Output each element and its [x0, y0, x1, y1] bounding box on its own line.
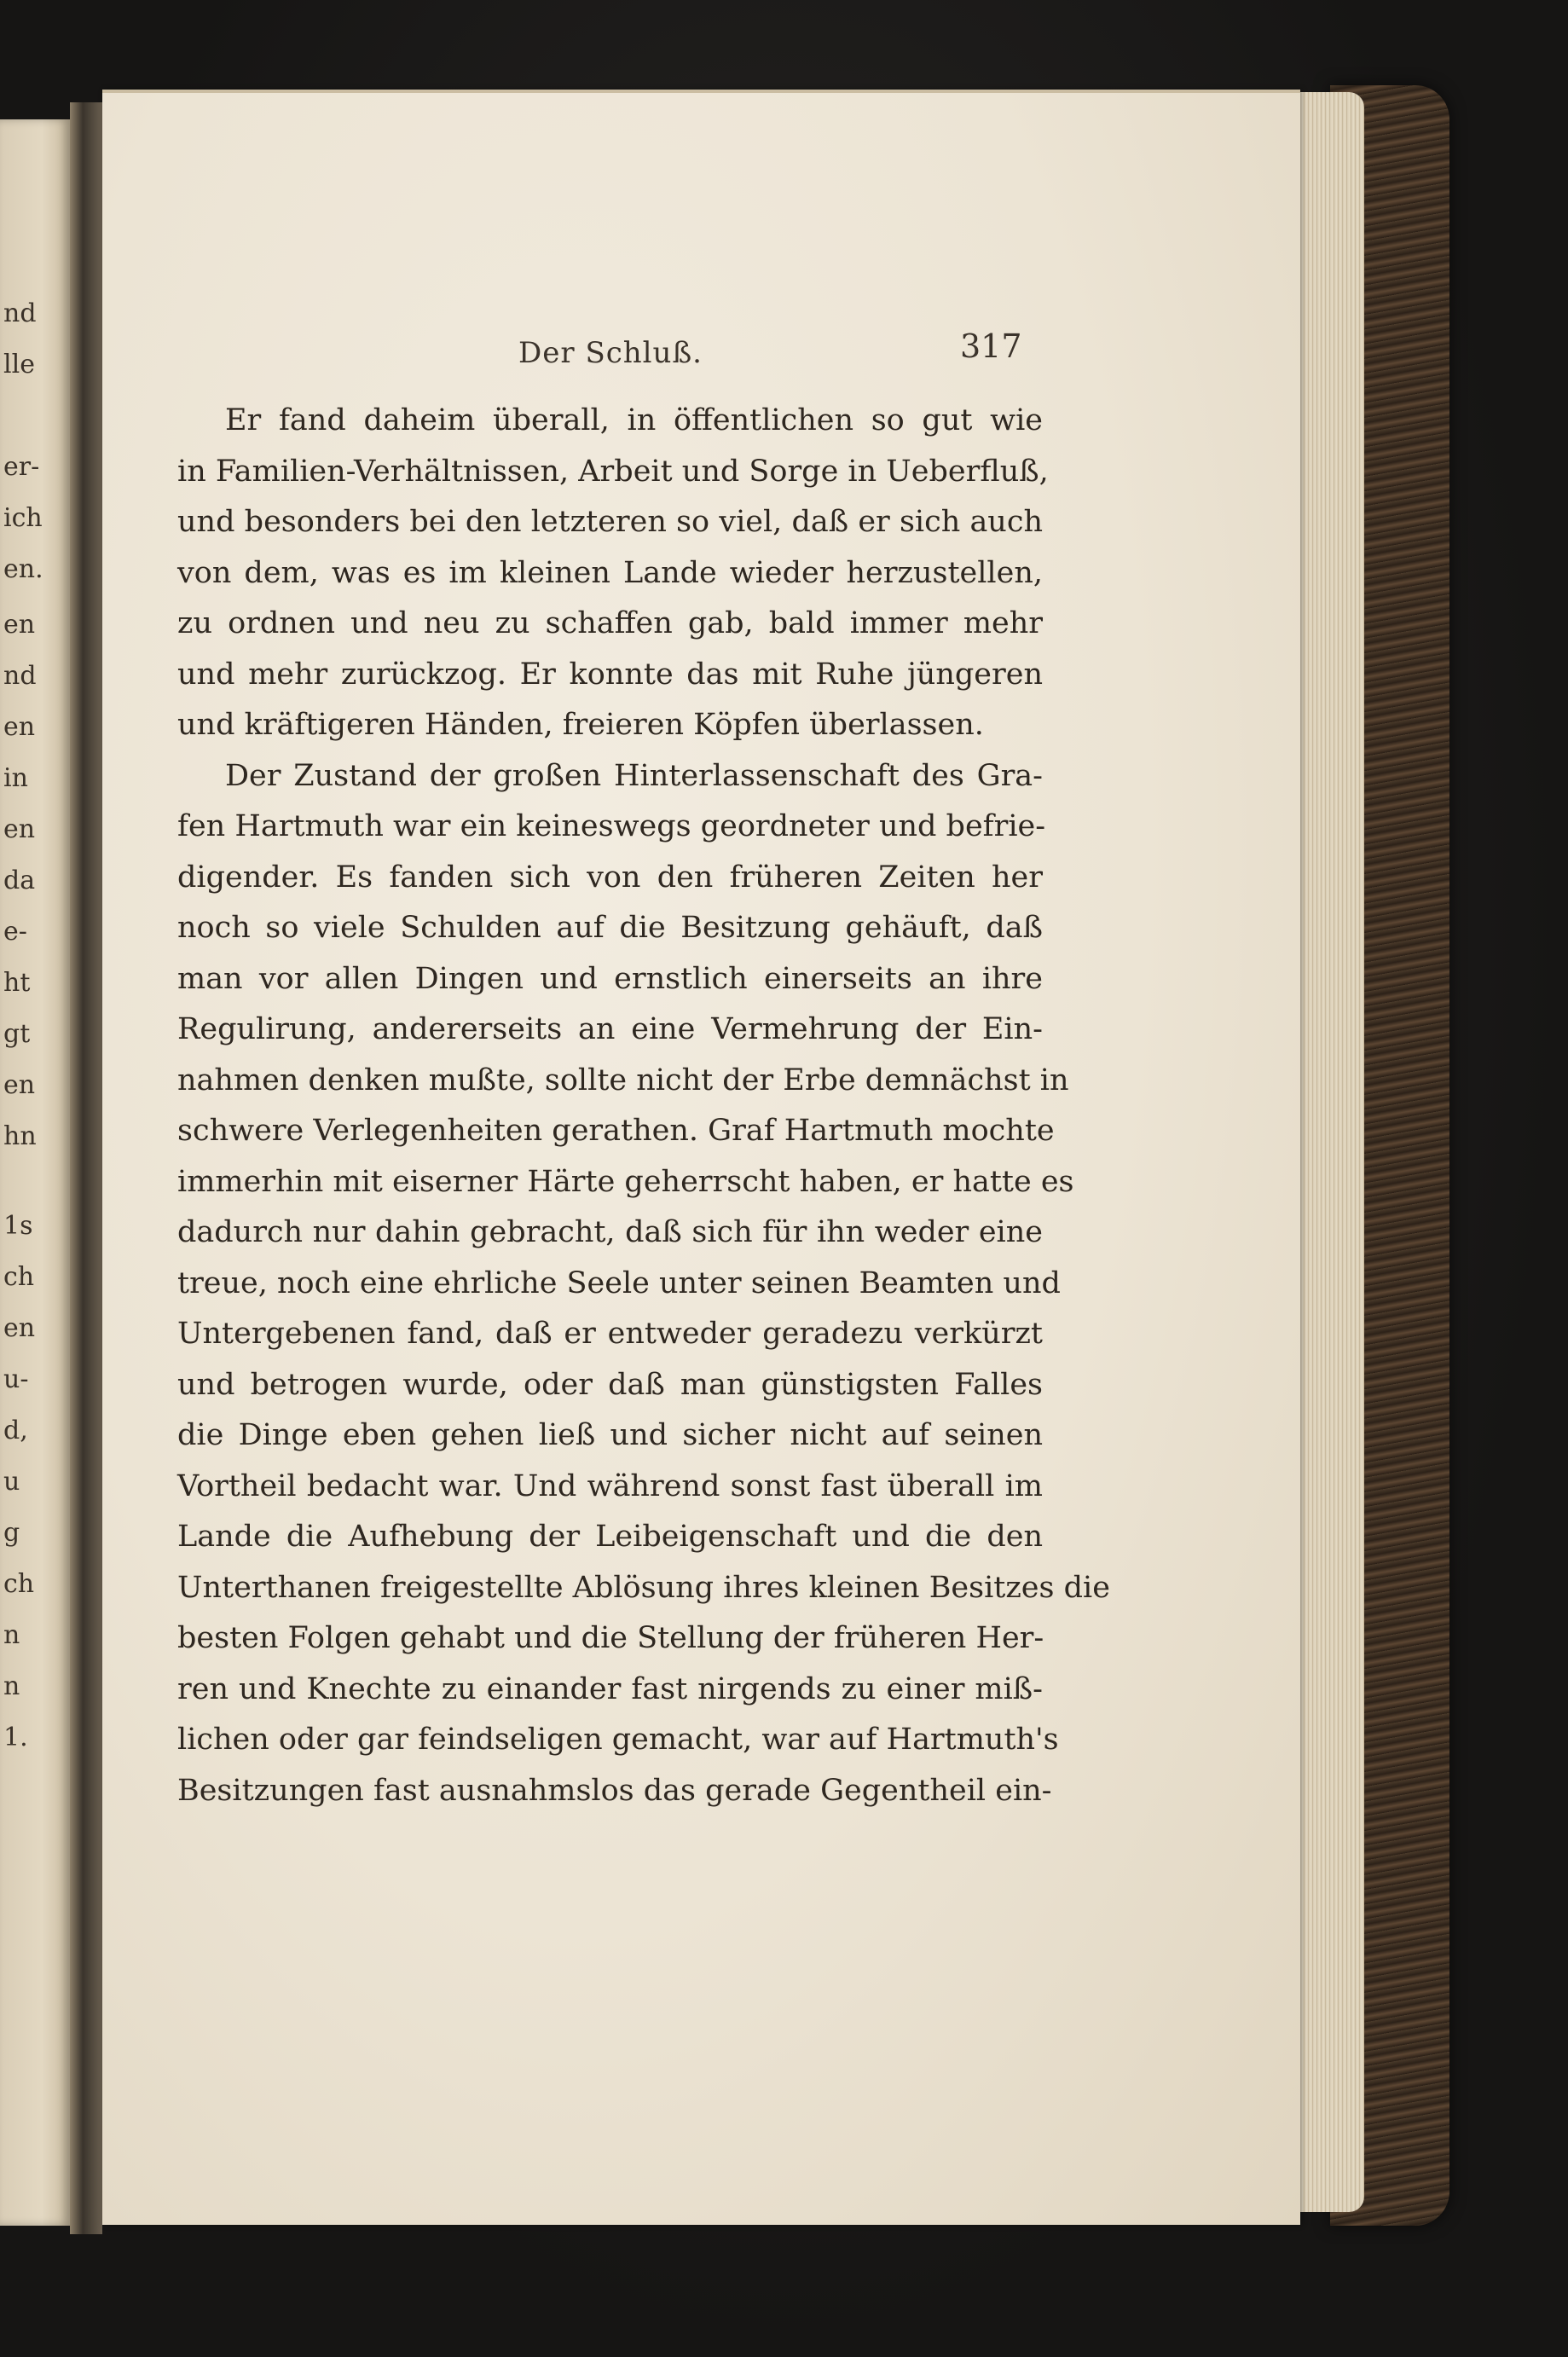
left-page-fragment: nd [3, 661, 37, 691]
text-line: dadurch nur dahin gebracht, daß sich für ihn weder eine [177, 1215, 1043, 1249]
left-page-fragment: ich [3, 503, 43, 533]
book-page [102, 90, 1300, 2225]
left-page-fragment: en [3, 1070, 36, 1100]
text-line: Er fand daheim überall, in öffentlichen so gut wie [225, 403, 1043, 437]
left-page-fragment: ht [3, 968, 31, 998]
left-page-fragment: ch [3, 1262, 35, 1292]
text-line: fen Hartmuth war ein keineswegs geordneter und befrie- [177, 809, 1046, 843]
text-line: noch so viele Schulden auf die Besitzung gehäuft, daß [177, 911, 1043, 945]
text-line: Vortheil bedacht war. Und während sonst fast überall im [177, 1468, 1043, 1503]
left-page-fragment: n [3, 1620, 20, 1650]
page-header [102, 327, 1300, 379]
left-page-fragment: gt [3, 1019, 31, 1049]
left-page-fragment: er- [3, 452, 40, 482]
text-line: schwere Verlegenheiten gerathen. Graf Hartmuth mochte [177, 1114, 1055, 1148]
text-line: nahmen denken mußte, sollte nicht der Erbe demnächst in [177, 1063, 1069, 1097]
text-line: treue, noch eine ehrliche Seele unter seinen Beamten und [177, 1265, 1061, 1300]
text-line: Regulirung, andererseits an eine Vermehrung der Ein- [177, 1012, 1043, 1046]
left-page-fragment: in [3, 763, 28, 793]
text-line: in Familien-Verhältnissen, Arbeit und Sorge in Ueberfluß, [177, 454, 1049, 489]
left-page-fragment: u- [3, 1364, 29, 1394]
left-page-fragment: d, [3, 1416, 28, 1445]
left-page-fragment: en [3, 712, 36, 742]
text-line: Besitzungen fast ausnahmslos das gerade Gegentheil ein- [177, 1773, 1052, 1808]
left-page-fragment: e- [3, 917, 27, 947]
left-page-fragment: ch [3, 1569, 35, 1599]
page-number: 317 [960, 327, 1022, 365]
left-page-fragment: n [3, 1671, 20, 1701]
left-page-fragment: 1. [3, 1723, 28, 1752]
text-line: die Dinge eben gehen ließ und sicher nicht auf seinen [177, 1418, 1043, 1452]
text-line: und betrogen wurde, oder daß man günstigsten Falles [177, 1367, 1043, 1402]
text-line: und kräftigeren Händen, freieren Köpfen überlassen. [177, 708, 984, 742]
text-line: immerhin mit eiserner Härte geherrscht haben, er hatte es [177, 1164, 1074, 1199]
left-page-fragment: en [3, 610, 36, 640]
left-page-fragment: 1s [3, 1211, 33, 1241]
left-page-fragment: en [3, 814, 36, 844]
left-page-fragment: lle [3, 350, 35, 379]
left-page-fragment: u [3, 1467, 20, 1497]
left-page-fragment: nd [3, 298, 37, 328]
left-page-fragment: en. [3, 554, 43, 584]
text-line: ren und Knechte zu einander fast nirgends zu einer miß- [177, 1671, 1043, 1706]
book-gutter [70, 102, 102, 2234]
text-line: man vor allen Dingen und ernstlich einerseits an ihre [177, 961, 1043, 996]
body-text [177, 396, 1110, 1816]
text-line: Untergebenen fand, daß er entweder geradezu verkürzt [177, 1317, 1043, 1351]
left-page-fragment: da [3, 866, 36, 895]
text-line: Der Zustand der großen Hinterlassenschaft des Gra- [225, 758, 1043, 793]
text-line: besten Folgen gehabt und die Stellung der früheren Her- [177, 1621, 1044, 1655]
left-page-fragment: hn [3, 1121, 37, 1151]
text-line: Lande die Aufhebung der Leibeigenschaft und die den [177, 1520, 1043, 1554]
text-line: zu ordnen und neu zu schaffen gab, bald immer mehr [177, 606, 1043, 640]
left-page-fragment: en [3, 1313, 36, 1343]
left-facing-page [0, 119, 70, 2226]
text-line: digender. Es fanden sich von den früheren Zeiten her [177, 860, 1043, 895]
running-title: Der Schluß. [518, 336, 703, 370]
text-line: und besonders bei den letzteren so viel, daß er sich auch [177, 505, 1043, 539]
text-line: und mehr zurückzog. Er konnte das mit Ruhe jüngeren [177, 657, 1043, 692]
text-line: Unterthanen freigestellte Ablösung ihres kleinen Besitzes die [177, 1570, 1110, 1605]
text-line: von dem, was es im kleinen Lande wieder herzustellen, [177, 555, 1043, 590]
left-page-fragment: g [3, 1518, 20, 1548]
text-line: lichen oder gar feindseligen gemacht, war auf Hartmuth's [177, 1723, 1059, 1757]
